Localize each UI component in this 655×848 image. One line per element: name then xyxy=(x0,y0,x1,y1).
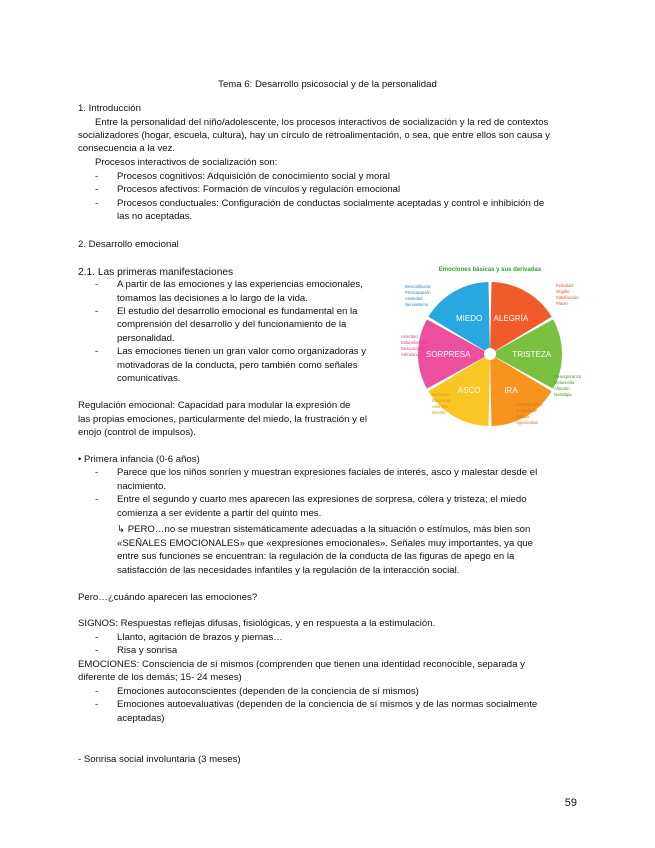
wheel-label-tristeza: TRISTEZA xyxy=(512,350,552,359)
intro-paragraph-line-2: socializadores (hogar, escuela, cultura), hay un círculo de retroalimentación, o sea, que entre ellos son causa y xyxy=(78,130,550,141)
regulacion-emocional-line-1: Regulación emocional: Capacidad para modular la expresión de xyxy=(78,400,351,411)
list-item: Procesos conductuales: Configuración de conductas socialmente aceptadas y control e inhibición de xyxy=(117,198,545,209)
list-dash: - xyxy=(95,346,99,357)
section-heading-introduccion: 1. Introducción xyxy=(78,103,141,114)
derivada-miedo: Preocupación xyxy=(405,290,431,295)
pero-line-4: satisfacción de las necesidades infantiles y la regulación de la interacción social. xyxy=(117,565,460,576)
derivada-miedo: Ansiedad xyxy=(405,296,423,301)
derivada-tristeza: Melancolía xyxy=(554,380,575,385)
list-dash: - xyxy=(95,184,99,195)
list-item: Procesos cognitivos: Adquisición de conocimiento social y moral xyxy=(117,171,391,182)
pero-line-3: entre sus funciones se encuentran: la regulación de la conducta de las figuras de apego en la xyxy=(117,551,515,562)
list-item-continuation: tomamos las decisiones a lo largo de la vida. xyxy=(117,293,308,304)
list-item: Parece que los niños sonríen y muestran expresiones faciales de interés, asco y malestar desde el xyxy=(117,467,538,478)
wheel-center xyxy=(484,348,496,360)
intro-paragraph-line-3: consecuencia a la vez. xyxy=(78,143,176,154)
list-item-continuation: motivadoras de la conducta, pero también como señales xyxy=(117,360,358,371)
cuando-question: Pero…¿cuándo aparecen las emociones? xyxy=(78,592,258,603)
derivada-asco: Desdén xyxy=(432,410,447,415)
wheel-label-sorpresa: SORPRESA xyxy=(426,350,471,359)
page-number: 59 xyxy=(564,797,577,809)
wheel-label-asco: ASCO xyxy=(457,386,481,396)
wheel-title: Emociones básicas y sus derivadas xyxy=(438,267,542,273)
derivada-ira: Resentimiento xyxy=(516,402,543,407)
regulacion-emocional-line-3: enojo (control de impulsos). xyxy=(78,427,196,438)
derivada-tristeza: Desesperanza xyxy=(554,374,582,379)
list-item-continuation: personalidad. xyxy=(117,333,175,344)
list-dash: - xyxy=(95,686,99,697)
derivada-tristeza: Nostalgia xyxy=(554,392,572,397)
derivada-asco: Desprecio xyxy=(432,398,451,403)
list-item: Risa y sonrisa xyxy=(117,645,178,656)
emociones-line-1: EMOCIONES: Consciencia de sí mismos (comprenden que tienen una identidad reconocible, separada y xyxy=(78,659,525,670)
signos-line: SIGNOS: Respuestas reflejas difusas, fisiológicas, y en respuesta a la estimulación. xyxy=(78,618,436,629)
wheel-label-ira: IRA xyxy=(504,386,518,396)
list-item: Entre el segundo y cuarto mes aparecen las expresiones de sorpresa, cólera y tristeza; el miedo xyxy=(117,494,527,505)
regulacion-emocional-line-2: las propias emociones, particularmente del miedo, la frustración y el xyxy=(78,414,368,425)
emociones-line-2: diferente de los demás; 15- 24 meses) xyxy=(78,672,242,683)
list-dash: - xyxy=(95,467,99,478)
list-item-continuation: nacimiento. xyxy=(117,481,167,492)
derivada-alegria: Felicidad xyxy=(556,283,573,288)
list-item: Las emociones tienen un gran valor como organizadoras y xyxy=(117,346,367,357)
wheel-label-alegría: ALEGRÍA xyxy=(493,313,529,323)
list-dash: - xyxy=(95,279,99,290)
derivada-asco: Aversión xyxy=(432,404,449,409)
section-heading-desarrollo-emocional: 2. Desarrollo emocional xyxy=(78,239,179,250)
derivada-sorpresa: Asombro xyxy=(401,334,418,339)
list-dash: - xyxy=(95,699,99,710)
list-item-continuation: aceptadas) xyxy=(117,713,165,724)
derivada-ira: Enfado xyxy=(516,414,530,419)
list-item-continuation: comunicativas. xyxy=(117,373,181,384)
procesos-label: Procesos interactivos de socialización son: xyxy=(95,157,278,168)
wheel-label-miedo: MIEDO xyxy=(456,313,483,323)
derivada-alegria: Placer xyxy=(556,301,568,306)
primera-infancia-heading: • Primera infancia (0-6 años) xyxy=(78,454,200,465)
list-dash: - xyxy=(95,198,99,209)
list-item-continuation: comprensión del desarrollo y del funcionamiento de la xyxy=(117,319,347,330)
derivada-sorpresa: Desconcierto xyxy=(401,346,426,351)
list-item-continuation: las no aceptadas. xyxy=(117,211,193,222)
list-item: A partir de las emociones y las experiencias emocionales, xyxy=(117,279,363,290)
derivada-asco: Rechazo xyxy=(432,392,449,397)
derivada-ira: Indignación xyxy=(516,408,538,413)
derivada-tristeza: Aflicción xyxy=(554,386,570,391)
pero-line-2: «SEÑALES EMOCIONALES» que «expresiones emocionales». Señales muy importantes, ya que xyxy=(117,538,533,549)
derivada-sorpresa: Admiración xyxy=(401,352,422,357)
list-dash: - xyxy=(95,306,99,317)
list-item: Llanto, agitación de brazos y piernas… xyxy=(117,632,283,643)
list-item: Emociones autoconscientes (dependen de la conciencia de sí mismos) xyxy=(117,686,419,697)
pero-line-1: ↳ PERO…no se muestran sistemáticamente adecuadas a la situación o estímulos, más bien son xyxy=(117,524,531,535)
list-dash: - xyxy=(95,171,99,182)
derivada-miedo: Desconfianza xyxy=(405,284,431,289)
list-dash: - xyxy=(95,645,99,656)
list-item: El estudio del desarrollo emocional es fundamental en la xyxy=(117,306,358,317)
intro-paragraph-line-1: Entre la personalidad del niño/adolescente, los procesos interactivos de socialización y la red de contextos xyxy=(95,117,549,128)
derivada-alegria: Satisfacción xyxy=(556,295,579,300)
list-dash: - xyxy=(95,632,99,643)
list-item-continuation: comienza a ser evidente a partir del quinto mes. xyxy=(117,508,322,519)
derivada-sorpresa: Estupefacción xyxy=(401,340,428,345)
derivada-miedo: Nerviosismo xyxy=(405,302,429,307)
sonrisa-social-line: - Sonrisa social involuntaria (3 meses) xyxy=(78,754,241,765)
list-item: Emociones autoevaluativas (dependen de la conciencia de sí mismos y de las normas socialmente xyxy=(117,699,538,710)
derivada-ira: Agresividad xyxy=(516,420,538,425)
page-title: Tema 6: Desarrollo psicosocial y de la personalidad xyxy=(218,79,437,90)
emotion-wheel-figure xyxy=(398,262,582,434)
list-item: Procesos afectivos: Formación de vínculos y regulación emocional xyxy=(117,184,401,195)
derivada-alegria: Orgullo xyxy=(556,289,570,294)
list-dash: - xyxy=(95,494,99,505)
subsection-heading: 2.1. Las primeras manifestaciones xyxy=(78,267,234,278)
